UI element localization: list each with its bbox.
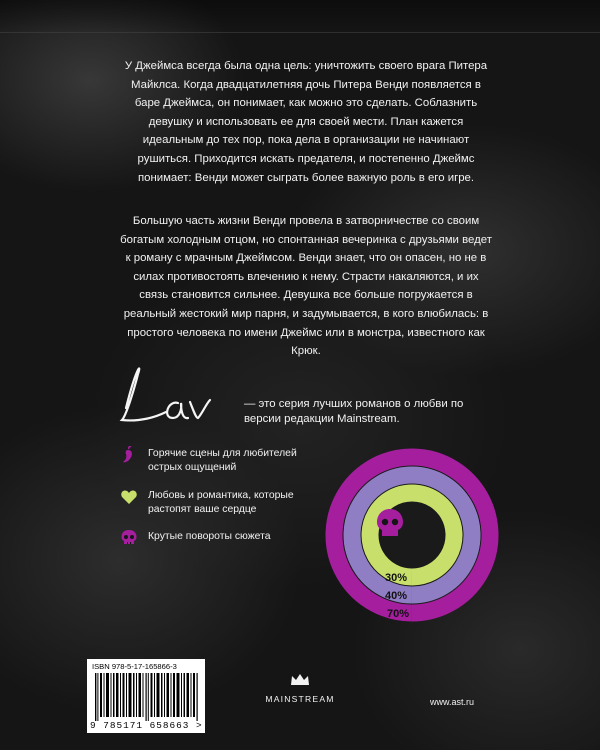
crown-icon — [290, 673, 310, 687]
top-edge — [0, 0, 600, 33]
feature-text: Крутые повороты сюжета — [148, 531, 271, 542]
feature-text: Любовь и романтика, которые растопят ваше сердце — [148, 490, 294, 515]
website: www.ast.ru — [430, 697, 475, 707]
chart-label-70: 70% — [386, 608, 410, 620]
barcode-bars — [95, 673, 199, 721]
feature-item — [120, 528, 310, 562]
publisher-name: MAINSTREAM — [265, 694, 335, 704]
blurb-paragraph-2: Большую часть жизни Венди провела в затворничестве со своим богатым холодным отцом, но спонтанная вечеринка с друзьями ведет к роману с мрачным Джеймсом. Венди знает, что он опасен, но не в силах противостоять влечению к нему. Страсти накаляются, и их связь становится сильнее. Девушка все больше погружается в реальный жестокий мир парня, и задумывается, в кого влюбилась: в простого человека по имени Джеймс или в монстра, известного как Крюк. — [120, 215, 492, 358]
barcode-digits: 9 785171 658663 > — [90, 720, 203, 731]
isbn: ISBN 978-5-17-165866-3 — [92, 662, 177, 671]
series-logo — [112, 360, 222, 430]
heart-icon — [120, 488, 138, 506]
chart-label-30: 30% — [384, 572, 408, 584]
chart-label-40: 40% — [384, 590, 408, 602]
feature-item — [120, 445, 310, 479]
feature-item — [120, 487, 310, 521]
radial-chart — [322, 445, 502, 625]
chili-pepper-icon — [120, 446, 138, 464]
blurb-paragraph-1: У Джеймса всегда была одна цель: уничтожить своего врага Питера Майклса. Когда двадцатилетняя дочь Питера Венди появляется в баре Джеймса, он понимает, как можно это сделать. Соблазнить девушку и использовать ее для своей мести. План кажется идеальным до тех пор, пока дела в организации не начинают рушиться. Приходится искать предателя, и постепенно Джеймс понимает: Венди может сыграть более важную роль в его игре. — [124, 60, 488, 184]
skull-icon — [120, 529, 138, 547]
barcode — [87, 659, 205, 733]
feature-text: Горячие сцены для любителей острых ощущений — [148, 448, 297, 473]
series-tagline: — это серия лучших романов о любви по версии редакции Mainstream. — [244, 398, 464, 425]
